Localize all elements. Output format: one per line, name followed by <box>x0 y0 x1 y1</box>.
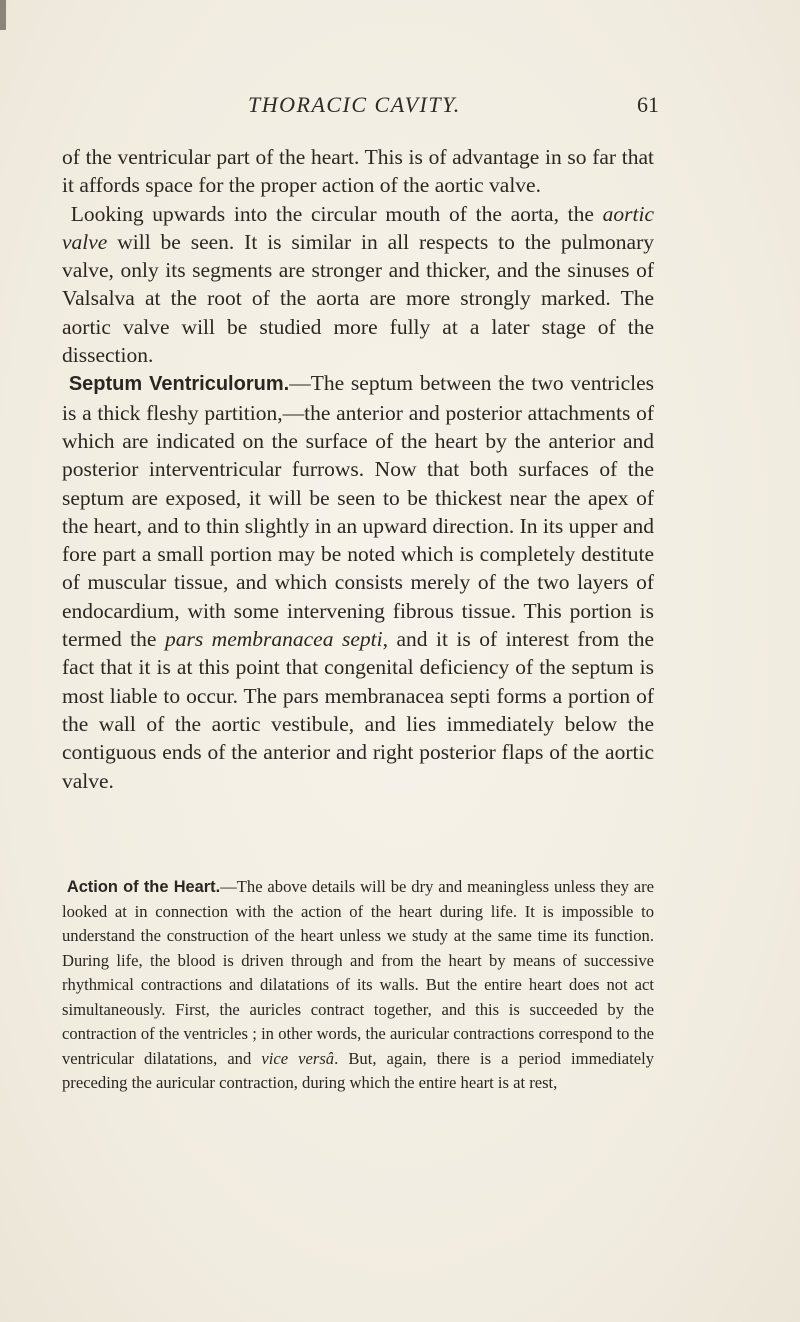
paragraph-continuation <box>62 143 654 200</box>
paragraph-text: . But, again, there is a period immediately preceding the auricular contraction, during which the entire heart is at rest, <box>62 1048 654 1092</box>
section-heading: Action of the Heart. <box>66 878 221 896</box>
italic-term: vice versâ <box>261 1048 335 1068</box>
italic-term: aortic valve <box>62 201 655 254</box>
paragraph-aortic-valve <box>62 200 654 370</box>
paragraph-septum <box>62 369 654 794</box>
main-text <box>62 143 654 795</box>
page-number: 61 <box>637 92 659 117</box>
running-header <box>0 92 800 132</box>
paragraph-action-of-heart <box>62 875 654 1096</box>
running-title: THORACIC CAVITY. <box>248 92 461 117</box>
paragraph-text: —The above details will be dry and meaningless unless they are looked at in connection with the action of the heart during life. It is impossible to understand the construction of the heart unless we study at the same time its function. During life, the blood is driven through and from the heart by means of successive rhythmical contractions and dilatations of its walls. But the entire heart does not act simultaneously. First, the auricles contract together, and this is succeeded by the contraction of the ventricles ; in other words, the auricular contractions correspond to the ventricular dilatations, and <box>62 877 654 1068</box>
small-print-section <box>62 875 654 1096</box>
paragraph-text: will be seen. It is similar in all respects to the pulmonary valve, only its segments are stronger and thicker, and the sinuses of Valsalva at the root of the aorta are more strongly marked. The aortic valve will be studied more fully at a later stage of the dissection. <box>62 229 654 368</box>
section-heading: Septum Ventriculorum. <box>68 373 290 396</box>
italic-term: pars membranacea septi <box>164 627 383 652</box>
paragraph-text: Looking upwards into the circular mouth of the aorta, the <box>70 201 603 226</box>
paragraph-text: , and it is of interest from the fact that it is at this point that congenital deficiency of the septum is most liable to occur. The pars membranacea septi forms a portion of the wall of the aortic vestibule, and lies immediately below the contiguous ends of the anterior and right posterior flaps of the aortic valve. <box>62 627 654 793</box>
page-edge-mark <box>0 0 6 30</box>
paragraph-text: —The septum between the two ventricles is a thick fleshy partition,—the anterior and posterior attachments of which are indicated on the surface of the heart by the anterior and posterior interventricular furrows. Now that both surfaces of the septum are exposed, it will be seen to be thickest near the apex of the heart, and to thin slightly in an upward direction. In its upper and fore part a small portion may be noted which is completely destitute of muscular tissue, and which consists merely of the two layers of endocardium, with some intervening fibrous tissue. This portion is termed the <box>62 371 654 652</box>
paragraph-text: of the ventricular part of the heart. This is of advantage in so far that it affords space for the proper action of the aortic valve. <box>62 145 654 198</box>
